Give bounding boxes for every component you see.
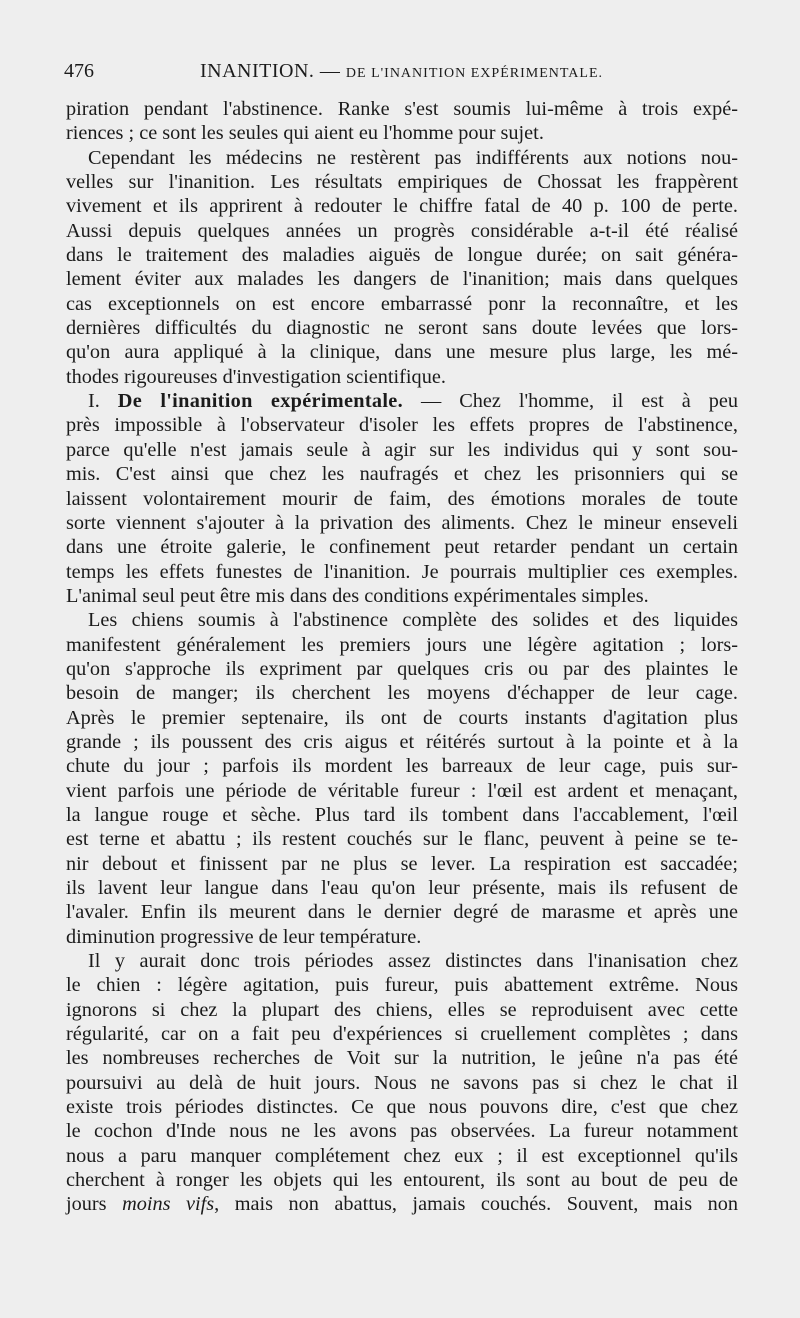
text-line: nir debout et finissent par ne plus se lever. La respiration est saccadée; [66, 852, 738, 875]
text-line: chute du jour ; parfois ils mordent les barreaux de leur cage, puis sur- [66, 755, 738, 778]
text-line: ignorons si chez la plupart des chiens, elles se reproduisent avec cette [66, 998, 738, 1021]
text-line: qu'on aura appliqué à la clinique, dans une mesure plus large, les mé- [66, 341, 738, 364]
text-line: existe trois périodes distinctes. Ce que nous pouvons dire, c'est que chez [66, 1096, 738, 1119]
text-line: ils lavent leur langue dans l'eau qu'on leur présente, mais ils refusent de [66, 877, 738, 899]
paragraph-5 [66, 949, 738, 1217]
text-line: diminution progressive de leur température. [66, 925, 422, 948]
text-line [66, 389, 738, 413]
running-title-dash: — [314, 60, 346, 82]
text-line: thodes rigoureuses d'investigation scientifique. [66, 365, 446, 388]
text-line: velles sur l'inanition. Les résultats empiriques de Chossat les frappèrent [66, 171, 738, 194]
paragraph-4 [66, 608, 738, 949]
text-line: mis. C'est ainsi que chez les naufragés et chez les prisonniers qui se [66, 463, 738, 486]
text-line: est terne et abattu ; ils restent couchés sur le flanc, peuvent à peine se te- [66, 828, 738, 851]
text-line: parce qu'elle n'est jamais seule à agir sur les individus qui y sont sou- [66, 438, 738, 461]
text-span: , mais non abattus, jamais couchés. Souvent, mais non [214, 1193, 738, 1216]
text-line: lement éviter aux malades les dangers de l'inanition; mais dans quelques [66, 268, 738, 291]
text-line: Cependant les médecins ne restèrent pas indifférents aux notions nou- [88, 146, 738, 169]
text-line: Aussi depuis quelques années un progrès considérable a-t-il été réalisé [66, 219, 738, 242]
paragraph-2 [66, 146, 738, 389]
text-span: — Chez l'homme, il est à peu [402, 390, 738, 413]
text-line: les nombreuses recherches de Voit sur la nutrition, le jeûne n'a pas été [66, 1047, 738, 1070]
text-line: laissent volontairement mourir de faim, des émotions morales de toute [66, 487, 738, 510]
text-line: qu'on s'approche ils expriment par quelques cris ou par des plaintes le [66, 657, 738, 680]
text-line: dernières difficultés du diagnostic ne seront sans doute levées que lors- [66, 317, 738, 340]
text-line: cas exceptionnels on est encore embarrassé ponr la reconnaître, et les [66, 292, 738, 315]
text-line: manifestent généralement les premiers jours une légère agitation ; lors- [66, 633, 738, 656]
text-line: riences ; ce sont les seules qui aient eu l'homme pour sujet. [66, 122, 544, 145]
section-number: I. [88, 390, 100, 413]
text-span: jours [66, 1193, 123, 1216]
text-line: grande ; ils poussent des cris aigus et réitérés surtout à la pointe et à la [66, 730, 738, 753]
text-line: Les chiens soumis à l'abstinence complète des solides et des liquides [88, 609, 738, 632]
text-line: l'avaler. Enfin ils meurent dans le dernier degré de marasme et après une [66, 901, 738, 924]
text-line: L'animal seul peut être mis dans des conditions expérimentales simples. [66, 584, 649, 607]
text-line: le cochon d'Inde nous ne les avons pas observées. La fureur notamment [66, 1120, 738, 1143]
text-line: poursuivi au delà de huit jours. Nous ne savons pas si chez le chat il [66, 1071, 738, 1094]
page-number: 476 [64, 60, 94, 82]
text-line: vient parfois une période de véritable fureur : l'œil est ardent et menaçant, [66, 779, 738, 802]
body-text [66, 97, 738, 1217]
text-line: vivement et ils apprirent à redouter le chiffre fatal de 40 p. 100 de perte. [66, 195, 738, 218]
text-line: Après le premier septenaire, ils ont de courts instants d'agitation plus [66, 706, 738, 729]
text-line: la langue rouge et sèche. Plus tard ils tombent dans l'accablement, l'œil [66, 803, 738, 826]
text-line: Il y aurait donc trois périodes assez distinctes dans l'inanisation chez [88, 950, 738, 973]
paragraph-1 [66, 97, 738, 146]
italic-text: moins vifs [122, 1193, 215, 1216]
text-line: besoin de manger; ils cherchent les moyens d'échapper de leur cage. [66, 682, 738, 705]
text-line: temps les effets funestes de l'inanition. Je pourrais multiplier ces exemples. [66, 560, 738, 583]
running-header [64, 60, 736, 90]
running-title-main: INANITION. [200, 60, 315, 82]
paragraph-3 [66, 389, 738, 608]
text-line: nous a paru manquer complétement chez eux ; il est exceptionnel qu'ils [66, 1144, 738, 1167]
section-heading: De l'inanition expérimentale. [117, 390, 403, 413]
running-title-sub: DE L'INANITION EXPÉRIMENTALE. [345, 66, 604, 81]
text-line: dans une étroite galerie, le confinement peut retarder pendant un certain [66, 536, 738, 559]
text-line: dans le traitement des maladies aiguës de longue durée; on sait généra- [66, 244, 738, 267]
text-line: près impossible à l'observateur d'isoler les effets propres de l'abstinence, [66, 414, 738, 437]
running-title [200, 60, 603, 83]
text-line: piration pendant l'abstinence. Ranke s'est soumis lui-même à trois expé- [66, 98, 738, 120]
text-line: cherchent à ronger les objets qui les entourent, ils sont au bout de peu de [66, 1169, 738, 1192]
text-line [66, 1192, 738, 1216]
text-line: le chien : légère agitation, puis fureur, puis abattement extrême. Nous [66, 974, 738, 997]
text-line: régularité, car on a fait peu d'expériences si cruellement complètes ; dans [66, 1023, 738, 1046]
text-line: sorte viennent s'ajouter à la privation des aliments. Chez le mineur enseveli [66, 511, 738, 534]
